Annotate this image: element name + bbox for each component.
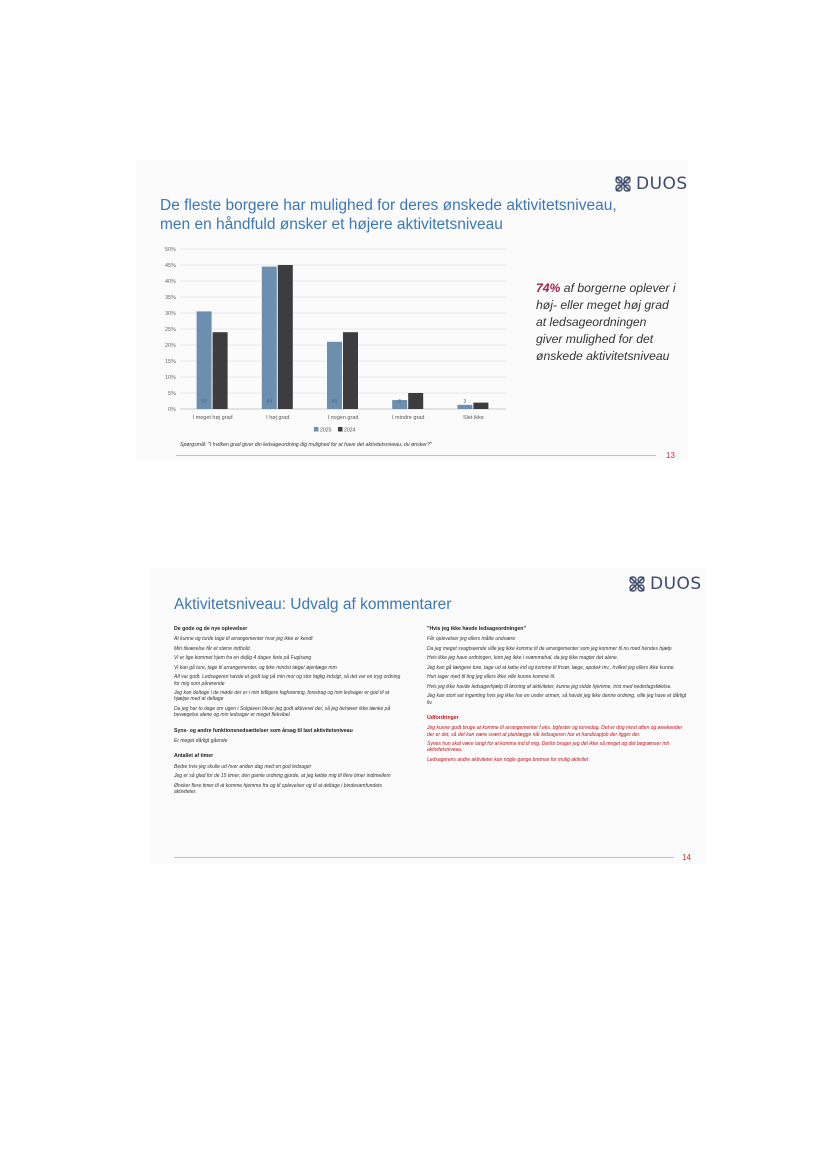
legend-swatch-2024: [338, 427, 343, 432]
comment-item: Jeg kan stort set ingenting hvis jeg ikke har en under armen, så havde jeg ikke denne ordning, ville jeg have et dårligt liv.: [427, 693, 687, 706]
section-heading: Antallet af timer: [174, 753, 214, 760]
section-heading: "Hvis jeg ikke havde ledsageordningen": [427, 626, 526, 632]
x-category-label: I meget høj grad: [192, 415, 233, 421]
comment-section: [174, 753, 404, 795]
comment-item: Min tilværelse får et større indhold.: [174, 645, 251, 652]
comment-item: Hvis ikke jeg have ordningen, kom jeg ikke i svømmehal, da jeg ikke magter det alene.: [427, 655, 619, 662]
duos-logo-icon: [628, 575, 646, 593]
y-tick-label: 20%: [164, 343, 176, 349]
comment-item: At kunne og turde tage til arrangementer hvor jeg ikke er kendt: [174, 636, 313, 643]
bar-chart: [136, 160, 536, 460]
x-category-label: I mindre grad: [391, 415, 425, 421]
slide-13: [136, 160, 688, 460]
comment-section: [174, 728, 404, 745]
bar-2024: [278, 265, 293, 409]
y-tick-label: 0%: [168, 407, 176, 413]
comment-item: Jeg kan gå længere ture, tage ud at købe ind og komme til frisør, læge, apotek mv., hvilket jeg ellers ikke kunne.: [427, 664, 675, 671]
bar-data-label: 84: [266, 399, 273, 405]
bar-data-label: 6: [398, 399, 402, 405]
page-number: 14: [682, 853, 691, 862]
comment-item: Ønsker flere timer til at komme hjemme fra og til oplevelser og til at deltage i bindesamfundets aktiviteter.: [174, 782, 382, 795]
y-tick-label: 30%: [164, 311, 176, 317]
comment-item: Synes hun skal være langt for at komme ind til mig. Derfor bruger jeg det ikke så meget og det begrænser mit aktivitetsniveau.: [427, 741, 670, 754]
comment-section: [174, 626, 404, 718]
legend-label-2025: 2025: [320, 427, 332, 434]
y-tick-label: 40%: [164, 279, 176, 285]
x-category-label: I høj grad: [266, 415, 290, 421]
duos-logo-text: DUOS: [650, 574, 702, 594]
bar-data-label: 45: [331, 399, 338, 405]
x-category-label: Slet ikke: [463, 415, 484, 421]
slide-title-line-2: men en håndfuld ønsker et højere aktivitetsniveau: [160, 216, 503, 233]
y-tick-label: 45%: [164, 263, 176, 269]
bar-2024: [408, 393, 423, 409]
comment-item: Hun tager med til ting jeg ellers ikke ville kunne komme til.: [427, 674, 556, 681]
bar-2025: [262, 267, 277, 409]
bar-2024: [213, 332, 228, 409]
comment-item: Vi er lige kommet hjem fra en dejlig 4 dages ferie på Fuglsang: [174, 655, 312, 662]
comment-item: Bedre hvis jeg skulle ud hver anden dag med en god ledsager: [174, 763, 312, 770]
bar-2024: [473, 403, 488, 409]
comment-item: Da jeg meget svagtseende ville jeg ikke komme til de arrangementer som jeg kommer til nu med hendes hjælp: [427, 645, 672, 652]
duos-logo-text: DUOS: [636, 174, 688, 194]
slide-14: [150, 568, 706, 864]
y-tick-label: 5%: [168, 391, 176, 397]
duos-logo: [628, 574, 702, 594]
comment-item: Ledsagerens andre aktiviteter kan nogle gange bremse for mulig aktivitet: [427, 756, 589, 763]
bar-2025: [197, 311, 212, 409]
section-heading: Syns- og andre funktionsnedsættelser som årsag til lavt aktivitetsniveau: [174, 727, 353, 734]
comment-item: Hvis jeg ikke havde ledsagerhjælp til løsning af aktiviteter, kunne jeg sidde hjemme, trist med nederlagsfølelse.: [427, 683, 672, 690]
footer-line: [176, 455, 656, 456]
highlight-text: af borgerne oplever i høj- eller meget høj grad at ledsageordningen giver mulighed for det ønskede aktivitetsniveau: [536, 281, 676, 363]
comment-item: Vi kan gå ture, tage til arrangementer, og ikke mindst læge/ øjenlæge mm: [174, 664, 337, 671]
section-heading: De gode og de nye oplevelser: [174, 626, 248, 632]
bar-2025: [457, 405, 472, 409]
legend-label-2024: 2024: [344, 427, 356, 434]
comment-item: Jeg kunne godt bruge at komme til arrangementer f.eks. bgfester og torvedag. Det er dog mest aften og weekender der er det, så det kan være svært at planlægge når ledsageren har et handicapjob der ligger der.: [427, 725, 683, 738]
duos-logo-icon: [614, 175, 632, 193]
highlight-percentage: 74%: [536, 281, 561, 295]
comment-item: Jeg kan deltage i de møde der er i min tidligere fagforening, foredrag og min ledsager er god til at hjælpe med at deltage: [174, 690, 390, 703]
comments-right-column: [427, 626, 689, 766]
duos-logo: [614, 174, 688, 194]
comment-section: [427, 715, 689, 763]
section-heading: Udfordringer: [427, 714, 459, 721]
bar-data-label: 3: [463, 399, 467, 405]
footer-line: [174, 857, 674, 858]
y-tick-label: 35%: [164, 295, 176, 301]
comment-item: Er meget dårligt gående: [174, 737, 228, 744]
survey-question: Spørgsmål: "I hvilken grad giver din ledsageordning dig mulighed for at have det aktivitetsniveau, du ønsker?": [180, 442, 432, 448]
y-tick-label: 10%: [164, 375, 176, 381]
comment-section: [427, 626, 689, 706]
comment-item: Får oplevelser jeg ellers måtte undvære: [427, 636, 516, 643]
y-tick-label: 50%: [164, 247, 176, 253]
y-tick-label: 15%: [164, 359, 176, 365]
bar-data-label: 68: [201, 399, 207, 405]
comment-item: Da jeg har to dage om ugen i Solgaven bliver jeg godt aktiveret der, så jeg behøver ikke tænke på bevægelse alene og min ledsager er meget fleksibel.: [174, 705, 391, 719]
bar-2024: [343, 332, 358, 409]
comment-item: Alt var godt. Ledsageren havde et godt tag på min mor og stor faglig indsigt, så det var en tryg ordning for mig som pårørende: [174, 674, 401, 687]
slide-title: Aktivitetsniveau: Udvalg af kommentarer: [174, 596, 452, 613]
page-number: 13: [666, 451, 675, 460]
comments-left-column: [174, 626, 404, 798]
comment-item: Jeg er så glad for de 15 timer, den gamle ordning gjorde, at jeg købte mig til flere timer indimellem: [174, 773, 391, 780]
legend-swatch-2025: [314, 427, 319, 432]
x-category-label: I nogen grad: [327, 415, 359, 421]
highlight-callout: [536, 280, 676, 365]
y-tick-label: 25%: [164, 327, 176, 333]
slide-title-line-1: De fleste borgere har mulighed for deres ønskede aktivitetsniveau,: [160, 197, 617, 214]
